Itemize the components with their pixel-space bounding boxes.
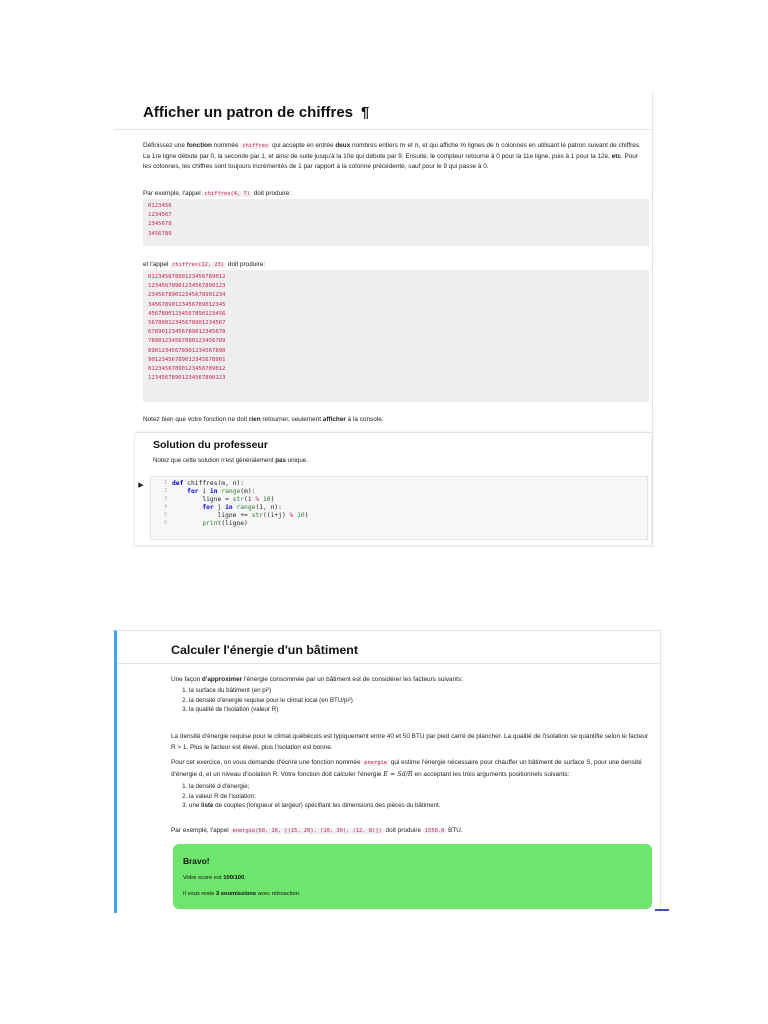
line-number-gutter: 1 2 3 4 5 6	[164, 481, 167, 526]
output-block-1	[143, 199, 649, 246]
list-item: 2. la valeur R de l'isolation;	[189, 792, 440, 802]
output-line: 56789012345678901234567	[148, 320, 226, 327]
output-line: 34567890123456789012345	[148, 301, 226, 308]
code-line: for j in range(1, n):	[202, 504, 282, 511]
scroll-indicator[interactable]	[655, 909, 669, 911]
argument-list	[177, 782, 440, 811]
output-line: 23456789012345678901234	[148, 292, 226, 299]
output-line: 78901234567890123456789	[148, 338, 226, 345]
output-line: 1234567	[148, 212, 172, 219]
list-item: 1. la surface du bâtiment (en pi²)	[189, 686, 353, 696]
output-line: 3456789	[148, 230, 172, 237]
output-line: 0123456	[148, 203, 172, 209]
section-title: Calculer l'énergie d'un bâtiment	[171, 643, 358, 657]
run-icon[interactable]: ▶	[138, 482, 144, 489]
example-paragraph: Par exemple, l'appel energie(50, 16, [(15, 20), (10, 30), (12, 8)]) doit produire 1550.0 BTU.	[171, 827, 463, 835]
code-line: for i in range(m):	[187, 488, 256, 495]
output-line: 90123456789012345678901	[148, 356, 226, 363]
list-item: 3. la qualité de l'isolation (valeur R)	[189, 705, 353, 715]
submissions-left-text: Il vous reste 3 soumissions avec rétroaction.	[183, 891, 301, 897]
solution-note: Notez que cette solution n'est généralement pas unique.	[153, 457, 308, 464]
title-divider	[117, 663, 660, 664]
solution-title: Solution du professeur	[153, 439, 268, 451]
code-line: def chiffres(m, n):	[172, 480, 245, 487]
score-text: Votre score est 100/100.	[183, 875, 246, 881]
title-divider	[114, 129, 652, 130]
exercise-card-digit-pattern	[114, 92, 653, 547]
list-item: 1. la densité d d'énergie;	[189, 782, 440, 792]
intro-paragraph: Une façon d'approximer l'énergie consommée par un bâtiment est de considérer les facteurs suivants:	[171, 676, 463, 684]
example-1-text: Par exemple, l'appel chiffres(4, 7) doit produire:	[143, 190, 291, 198]
task-paragraph: Pour cet exercice, on vous demande d'écrire une fonction nommée energie qui estime l'énergie nécessaire pour chauffer un bâtiment de surface S, pour une densité d'énergie d, et un niveau d'isolation R. Votre fonction doit calculer l'énergie E = Sd/R en acceptant les trois arguments positionnels suivants:	[171, 759, 642, 778]
factor-list	[177, 686, 353, 715]
code-content	[172, 480, 309, 528]
list-item: 3. une liste de couples (longueur et largeur) spécifiant les dimensions des pièces du bâtiment.	[189, 801, 440, 811]
solution-panel	[135, 432, 651, 545]
output-line: 01234567890123456789012	[148, 366, 226, 373]
output-line: 12345678901234567890123	[148, 283, 226, 290]
output-line: 67890123456789012345678	[148, 329, 226, 336]
code-line: ligne += str((i+j) % 10)	[172, 512, 309, 519]
output-line: 2345678	[148, 221, 172, 228]
output-block-2	[143, 270, 649, 402]
output-line: 12345678901234567890123	[148, 375, 226, 382]
code-line: ligne = str(i % 10)	[172, 496, 275, 503]
intro-paragraph: Définissez une fonction nommée chiffres qui accepte en entrée deux nombres entiers m et n, et qui affiche m lignes de n colonnes en utilisant le patron suivant de chiffres. La 1re ligne débute par 0, la seconde par 1, et ainsi de suite jusqu'à la 10e qui débute par 9. Ensuite, le compteur retourne à 0 pour la 11e ligne, puis à 1 pour la 12e, etc. Pour les colonnes, les chiffres sont toujours incrémentés de 1 par rapport à la colonne précédente, sauf pour le 9 qui passe à 0.	[143, 141, 641, 170]
output-line: 01234567890123456789012	[148, 274, 226, 280]
list-item: 2. la densité d'énergie requise pour le climat local (en BTU/pi²)	[189, 696, 353, 706]
feedback-title: Bravo!	[183, 856, 210, 866]
return-note: Notez bien que votre fonction ne doit rien retourner, seulement afficher à la console.	[143, 416, 384, 424]
section-title	[143, 104, 369, 121]
permalink-icon[interactable]: ¶	[361, 104, 370, 121]
output-line: 45678901234567890123456	[148, 310, 226, 317]
section-title-text: Afficher un patron de chiffres	[143, 104, 354, 121]
output-line: 89012345678901234567890	[148, 347, 226, 354]
code-editor[interactable]	[150, 476, 648, 540]
code-line: print(ligne)	[202, 520, 248, 527]
exercise-card-building-energy	[114, 630, 661, 913]
feedback-success-box	[173, 844, 652, 909]
example-2-text: et l'appel chiffres(12, 23) doit produire:	[143, 261, 266, 269]
density-paragraph: La densité d'énergie requise pour le climat québécois est typiquement entre 40 et 50 BTU par pied carré de plancher. La qualité de l'isolation se quantifie selon le facteur R > 1. Plus le facteur est élevé, plus l'isolation est bonne.	[171, 733, 649, 751]
